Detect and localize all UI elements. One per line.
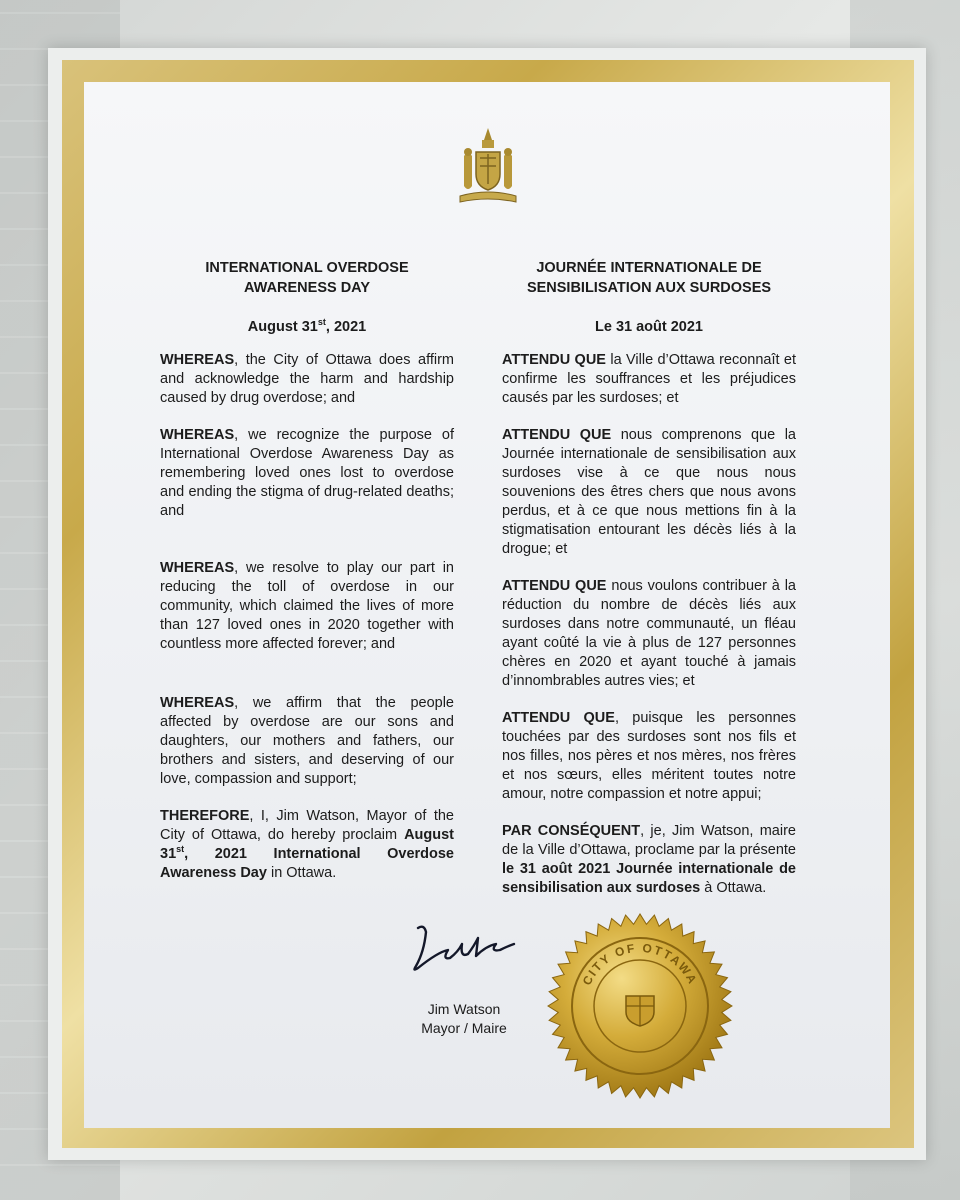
signatory-role: Mayor / Maire xyxy=(421,1020,507,1036)
french-column xyxy=(502,258,796,916)
french-date: Le 31 août 2021 xyxy=(595,319,703,335)
english-whereas-1: WHEREAS, the City of Ottawa does affirm and acknowledge the harm and hardship caused by drug overdose; and xyxy=(160,352,454,406)
seal-text: CITY OF OTTAWA xyxy=(579,940,701,988)
english-whereas-3: WHEREAS, we resolve to play our part in reducing the toll of overdose in our community, which claimed the lives of more than 127 loved ones in 2020 together with countless more affected forever; and xyxy=(160,560,454,652)
english-whereas-4: WHEREAS, we affirm that the people affected by overdose are our sons and daughters, our mothers and fathers, our brothers and sisters, and deserving of our love, compassion and support; xyxy=(160,695,454,787)
ottawa-crest-icon xyxy=(456,126,520,210)
signatory-block xyxy=(394,1000,534,1038)
french-attendu-2: ATTENDU QUE nous comprenons que la Journée internationale de sensibilisation aux surdoses vise à ce que nous nous souvenions des êtres chers que nous avons perdus, et à ce que nous mettions fin à la stigmatisation entourant les décès liés à la drogue; et xyxy=(502,427,796,557)
french-par-consequent: PAR CONSÉQUENT, je, Jim Watson, maire de la Ville d’Ottawa, proclame par la présente le 31 août 2021 Journée internationale de sensibilisation aux surdoses à Ottawa. xyxy=(502,823,796,896)
english-column xyxy=(160,258,454,901)
english-therefore: THEREFORE, I, Jim Watson, Mayor of the City of Ottawa, do hereby proclaim August 31st, 2021 International Overdose Awareness Day in Ottawa. xyxy=(160,808,454,881)
english-whereas-2: WHEREAS, we recognize the purpose of International Overdose Awareness Day as remembering loved ones lost to overdose and ending the stigma of drug-related deaths; and xyxy=(160,427,454,519)
english-title: INTERNATIONAL OVERDOSE AWARENESS DAY xyxy=(205,260,409,296)
gold-seal-icon xyxy=(546,912,734,1100)
signatory-name: Jim Watson xyxy=(427,1001,501,1017)
proclamation-paper xyxy=(84,82,890,1128)
french-attendu-1: ATTENDU QUE la Ville d’Ottawa reconnaît et confirme les souffrances et les préjudices causés par les surdoses; et xyxy=(502,352,796,406)
french-attendu-4: ATTENDU QUE, puisque les personnes touchées par des surdoses sont nos fils et nos filles, nos pères et nos mères, nos frères et nos sœurs, elles méritent toutes notre amour, notre compassion et notre appui; xyxy=(502,710,796,802)
handwritten-signature xyxy=(408,920,528,980)
english-date: August 31st, 2021 xyxy=(247,317,367,335)
french-attendu-3: ATTENDU QUE nous voulons contribuer à la réduction du nombre de décès liés aux surdoses dans notre communauté, un fléau ayant coûté la vie à plus de 127 personnes chères en 2020 et ayant touché à jamais d’innombrables autres vies; et xyxy=(502,578,796,689)
french-title: JOURNÉE INTERNATIONALE DE SENSIBILISATION AUX SURDOSES xyxy=(526,260,772,296)
